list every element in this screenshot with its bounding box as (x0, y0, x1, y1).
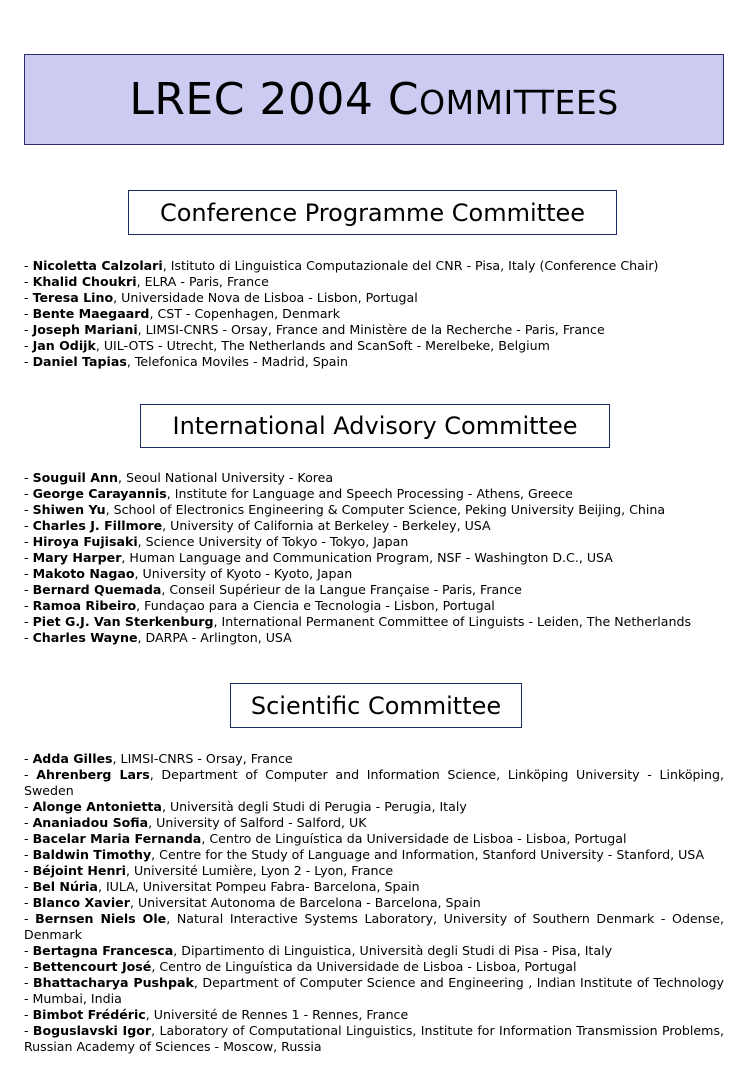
section-heading: Scientific Committee (250, 691, 502, 720)
member-affiliation: , IULA, Universitat Pompeu Fabra- Barcelona, Spain (97, 879, 420, 894)
member-affiliation: , DARPA - Arlington, USA (137, 630, 292, 645)
member-name: Bhattacharya Pushpak (33, 975, 194, 990)
member-affiliation: , ELRA - Paris, France (136, 274, 269, 289)
member-item: - Adda Gilles, LIMSI-CNRS - Orsay, France (24, 751, 293, 766)
member-affiliation: , Institute for Language and Speech Processing - Athens, Greece (166, 486, 573, 501)
member-name: Alonge Antonietta (32, 799, 162, 814)
member-name: George Carayannis (32, 486, 167, 501)
member-name: Boguslavski Igor (32, 1023, 152, 1038)
member-item: - George Carayannis, Institute for Language and Speech Processing - Athens, Greece (24, 486, 573, 501)
member-name: Bernard Quemada (32, 582, 162, 597)
member-name: Bel Núria (32, 879, 98, 894)
member-affiliation: , Université Lumière, Lyon 2 - Lyon, France (125, 863, 394, 878)
member-affiliation: , Centro de Linguística da Universidade de Lisboa - Lisboa, Portugal (151, 959, 577, 974)
member-item: - Boguslavski Igor, Laboratory of Computational Linguistics, Institute for Information Transmission Problems, Russian Academy of Sciences - Moscow, Russia (24, 1023, 724, 1054)
member-name: Mary Harper (32, 550, 122, 565)
member-name: Ahrenberg Lars (36, 767, 150, 782)
member-item: - Blanco Xavier, Universitat Autonoma de Barcelona - Barcelona, Spain (24, 895, 481, 910)
member-affiliation: , LIMSI-CNRS - Orsay, France and Ministère de la Recherche - Paris, France (137, 322, 605, 337)
member-affiliation: , Seoul National University - Korea (117, 470, 334, 485)
member-list (24, 258, 724, 370)
member-name: Charles J. Fillmore (32, 518, 163, 533)
page-title (129, 74, 618, 125)
member-list (24, 751, 724, 1055)
member-name: Souguil Ann (32, 470, 118, 485)
section-heading: Conference Programme Committee (159, 198, 586, 227)
member-name: Nicoletta Calzolari (32, 258, 163, 273)
member-affiliation: , Dipartimento di Linguistica, Università degli Studi di Pisa - Pisa, Italy (173, 943, 613, 958)
member-name: Béjoint Henri (32, 863, 126, 878)
member-affiliation: , Universitat Autonoma de Barcelona - Barcelona, Spain (129, 895, 481, 910)
member-affiliation: , Human Language and Communication Program, NSF - Washington D.C., USA (121, 550, 613, 565)
member-affiliation: , Fundaçao para a Ciencia e Tecnologia - Lisbon, Portugal (136, 598, 495, 613)
member-affiliation: , Telefonica Moviles - Madrid, Spain (126, 354, 348, 369)
member-name: Khalid Choukri (32, 274, 137, 289)
member-item: - Bimbot Frédéric, Université de Rennes 1 - Rennes, France (24, 1007, 409, 1022)
member-item: - Bacelar Maria Fernanda, Centro de Linguística da Universidade de Lisboa - Lisboa, Portugal (24, 831, 627, 846)
member-name: Ramoa Ribeiro (32, 598, 137, 613)
member-item: - Ramoa Ribeiro, Fundaçao para a Ciencia e Tecnologia - Lisbon, Portugal (24, 598, 495, 613)
member-affiliation: , Universidade Nova de Lisboa - Lisbon, Portugal (113, 290, 418, 305)
member-name: Bimbot Frédéric (32, 1007, 146, 1022)
section-heading: International Advisory Committee (172, 412, 578, 440)
member-affiliation: , International Permanent Committee of Linguists - Leiden, The Netherlands (213, 614, 692, 629)
member-affiliation: , Centro de Linguística da Universidade de Lisboa - Lisboa, Portugal (201, 831, 627, 846)
member-item: - Jan Odijk, UIL-OTS - Utrecht, The Netherlands and ScanSoft - Merelbeke, Belgium (24, 338, 550, 353)
member-affiliation: , LIMSI-CNRS - Orsay, France (112, 751, 293, 766)
member-item: - Béjoint Henri, Université Lumière, Lyon 2 - Lyon, France (24, 863, 394, 878)
member-item: - Souguil Ann, Seoul National University - Korea (24, 470, 334, 485)
member-affiliation: , CST - Copenhagen, Denmark (149, 306, 341, 321)
member-name: Bacelar Maria Fernanda (32, 831, 202, 846)
member-name: Joseph Mariani (32, 322, 138, 337)
member-name: Daniel Tapias (32, 354, 127, 369)
member-name: Bernsen Niels Ole (35, 911, 167, 926)
member-name: Blanco Xavier (32, 895, 130, 910)
member-affiliation: , University of Kyoto - Kyoto, Japan (134, 566, 353, 581)
member-item: - Hiroya Fujisaki, Science University of Tokyo - Tokyo, Japan (24, 534, 409, 549)
member-item: - Piet G.J. Van Sterkenburg, International Permanent Committee of Linguists - Leiden, The Netherlands (24, 614, 692, 629)
member-item: - Bhattacharya Pushpak, Department of Computer Science and Engineering , Indian Institute of Technology - Mumbai, India (24, 975, 724, 1006)
member-affiliation: , Science University of Tokyo - Tokyo, Japan (137, 534, 409, 549)
member-item: - Mary Harper, Human Language and Communication Program, NSF - Washington D.C., USA (24, 550, 613, 565)
member-affiliation: , Università degli Studi di Perugia - Perugia, Italy (161, 799, 467, 814)
member-item: - Nicoletta Calzolari, Istituto di Linguistica Computazionale del CNR - Pisa, Italy (Conference Chair) (24, 258, 659, 273)
member-item: - Alonge Antonietta, Università degli Studi di Perugia - Perugia, Italy (24, 799, 467, 814)
member-item: - Bernard Quemada, Conseil Supérieur de la Langue Française - Paris, France (24, 582, 522, 597)
page-title-main: LREC 2004 C (129, 74, 420, 125)
page-title-smallcaps: OMMITTEES (419, 83, 619, 122)
member-affiliation: , Department of Computer Science and Engineering , Indian Institute of Technology - Mumbai, India (24, 975, 724, 1006)
member-name: Adda Gilles (32, 751, 113, 766)
section-heading-box (140, 404, 610, 448)
member-affiliation: , Université de Rennes 1 - Rennes, France (145, 1007, 409, 1022)
member-item: - Bettencourt José, Centro de Linguística da Universidade de Lisboa - Lisboa, Portugal (24, 959, 577, 974)
section-heading-box (230, 683, 522, 728)
member-item: - Bente Maegaard, CST - Copenhagen, Denmark (24, 306, 341, 321)
member-name: Ananiadou Sofia (32, 815, 149, 830)
member-item: - Joseph Mariani, LIMSI-CNRS - Orsay, France and Ministère de la Recherche - Paris, France (24, 322, 605, 337)
member-affiliation: , School of Electronics Engineering & Computer Science, Peking University Beijing, China (105, 502, 666, 517)
member-affiliation: , UIL-OTS - Utrecht, The Netherlands and ScanSoft - Merelbeke, Belgium (95, 338, 550, 353)
member-item: - Ananiadou Sofia, University of Salford - Salford, UK (24, 815, 367, 830)
page-title-banner (24, 54, 724, 145)
member-item: - Charles J. Fillmore, University of California at Berkeley - Berkeley, USA (24, 518, 491, 533)
member-affiliation: , Istituto di Linguistica Computazionale del CNR - Pisa, Italy (Conference Chair) (162, 258, 659, 273)
member-affiliation: , Centre for the Study of Language and Information, Stanford University - Stanford, USA (151, 847, 705, 862)
member-item: - Makoto Nagao, University of Kyoto - Kyoto, Japan (24, 566, 353, 581)
member-name: Hiroya Fujisaki (32, 534, 138, 549)
member-name: Bettencourt José (32, 959, 152, 974)
member-name: Shiwen Yu (32, 502, 106, 517)
member-affiliation: , Laboratory of Computational Linguistics, Institute for Information Transmission Problems, Russian Academy of Sciences - Moscow, Russia (24, 1023, 724, 1054)
member-name: Jan Odijk (32, 338, 96, 353)
member-item: - Bel Núria, IULA, Universitat Pompeu Fabra- Barcelona, Spain (24, 879, 420, 894)
member-name: Bertagna Francesca (32, 943, 174, 958)
member-item: - Bertagna Francesca, Dipartimento di Linguistica, Università degli Studi di Pisa - Pisa, Italy (24, 943, 613, 958)
member-item: - Shiwen Yu, School of Electronics Engineering & Computer Science, Peking University Beijing, China (24, 502, 666, 517)
member-item: - Ahrenberg Lars, Department of Computer and Information Science, Linköping University - Linköping, Sweden (24, 767, 724, 798)
member-item: - Teresa Lino, Universidade Nova de Lisboa - Lisbon, Portugal (24, 290, 418, 305)
member-name: Charles Wayne (32, 630, 138, 645)
section-heading-box (128, 190, 617, 235)
member-list (24, 470, 724, 646)
member-name: Bente Maegaard (32, 306, 150, 321)
member-name: Baldwin Timothy (32, 847, 152, 862)
member-item: - Bernsen Niels Ole, Natural Interactive Systems Laboratory, University of Southern Denmark - Odense, Denmark (24, 911, 724, 942)
member-name: Piet G.J. Van Sterkenburg (32, 614, 214, 629)
member-affiliation: , Department of Computer and Information Science, Linköping University - Linköping, Sweden (24, 767, 724, 798)
member-affiliation: , Conseil Supérieur de la Langue Française - Paris, France (161, 582, 522, 597)
member-item: - Daniel Tapias, Telefonica Moviles - Madrid, Spain (24, 354, 348, 369)
member-name: Makoto Nagao (32, 566, 135, 581)
member-affiliation: , Natural Interactive Systems Laboratory, University of Southern Denmark - Odense, Denmark (24, 911, 724, 942)
member-item: - Charles Wayne, DARPA - Arlington, USA (24, 630, 292, 645)
member-item: - Khalid Choukri, ELRA - Paris, France (24, 274, 269, 289)
member-name: Teresa Lino (32, 290, 114, 305)
member-affiliation: , University of Salford - Salford, UK (148, 815, 367, 830)
member-affiliation: , University of California at Berkeley - Berkeley, USA (162, 518, 491, 533)
member-item: - Baldwin Timothy, Centre for the Study of Language and Information, Stanford University - Stanford, USA (24, 847, 705, 862)
